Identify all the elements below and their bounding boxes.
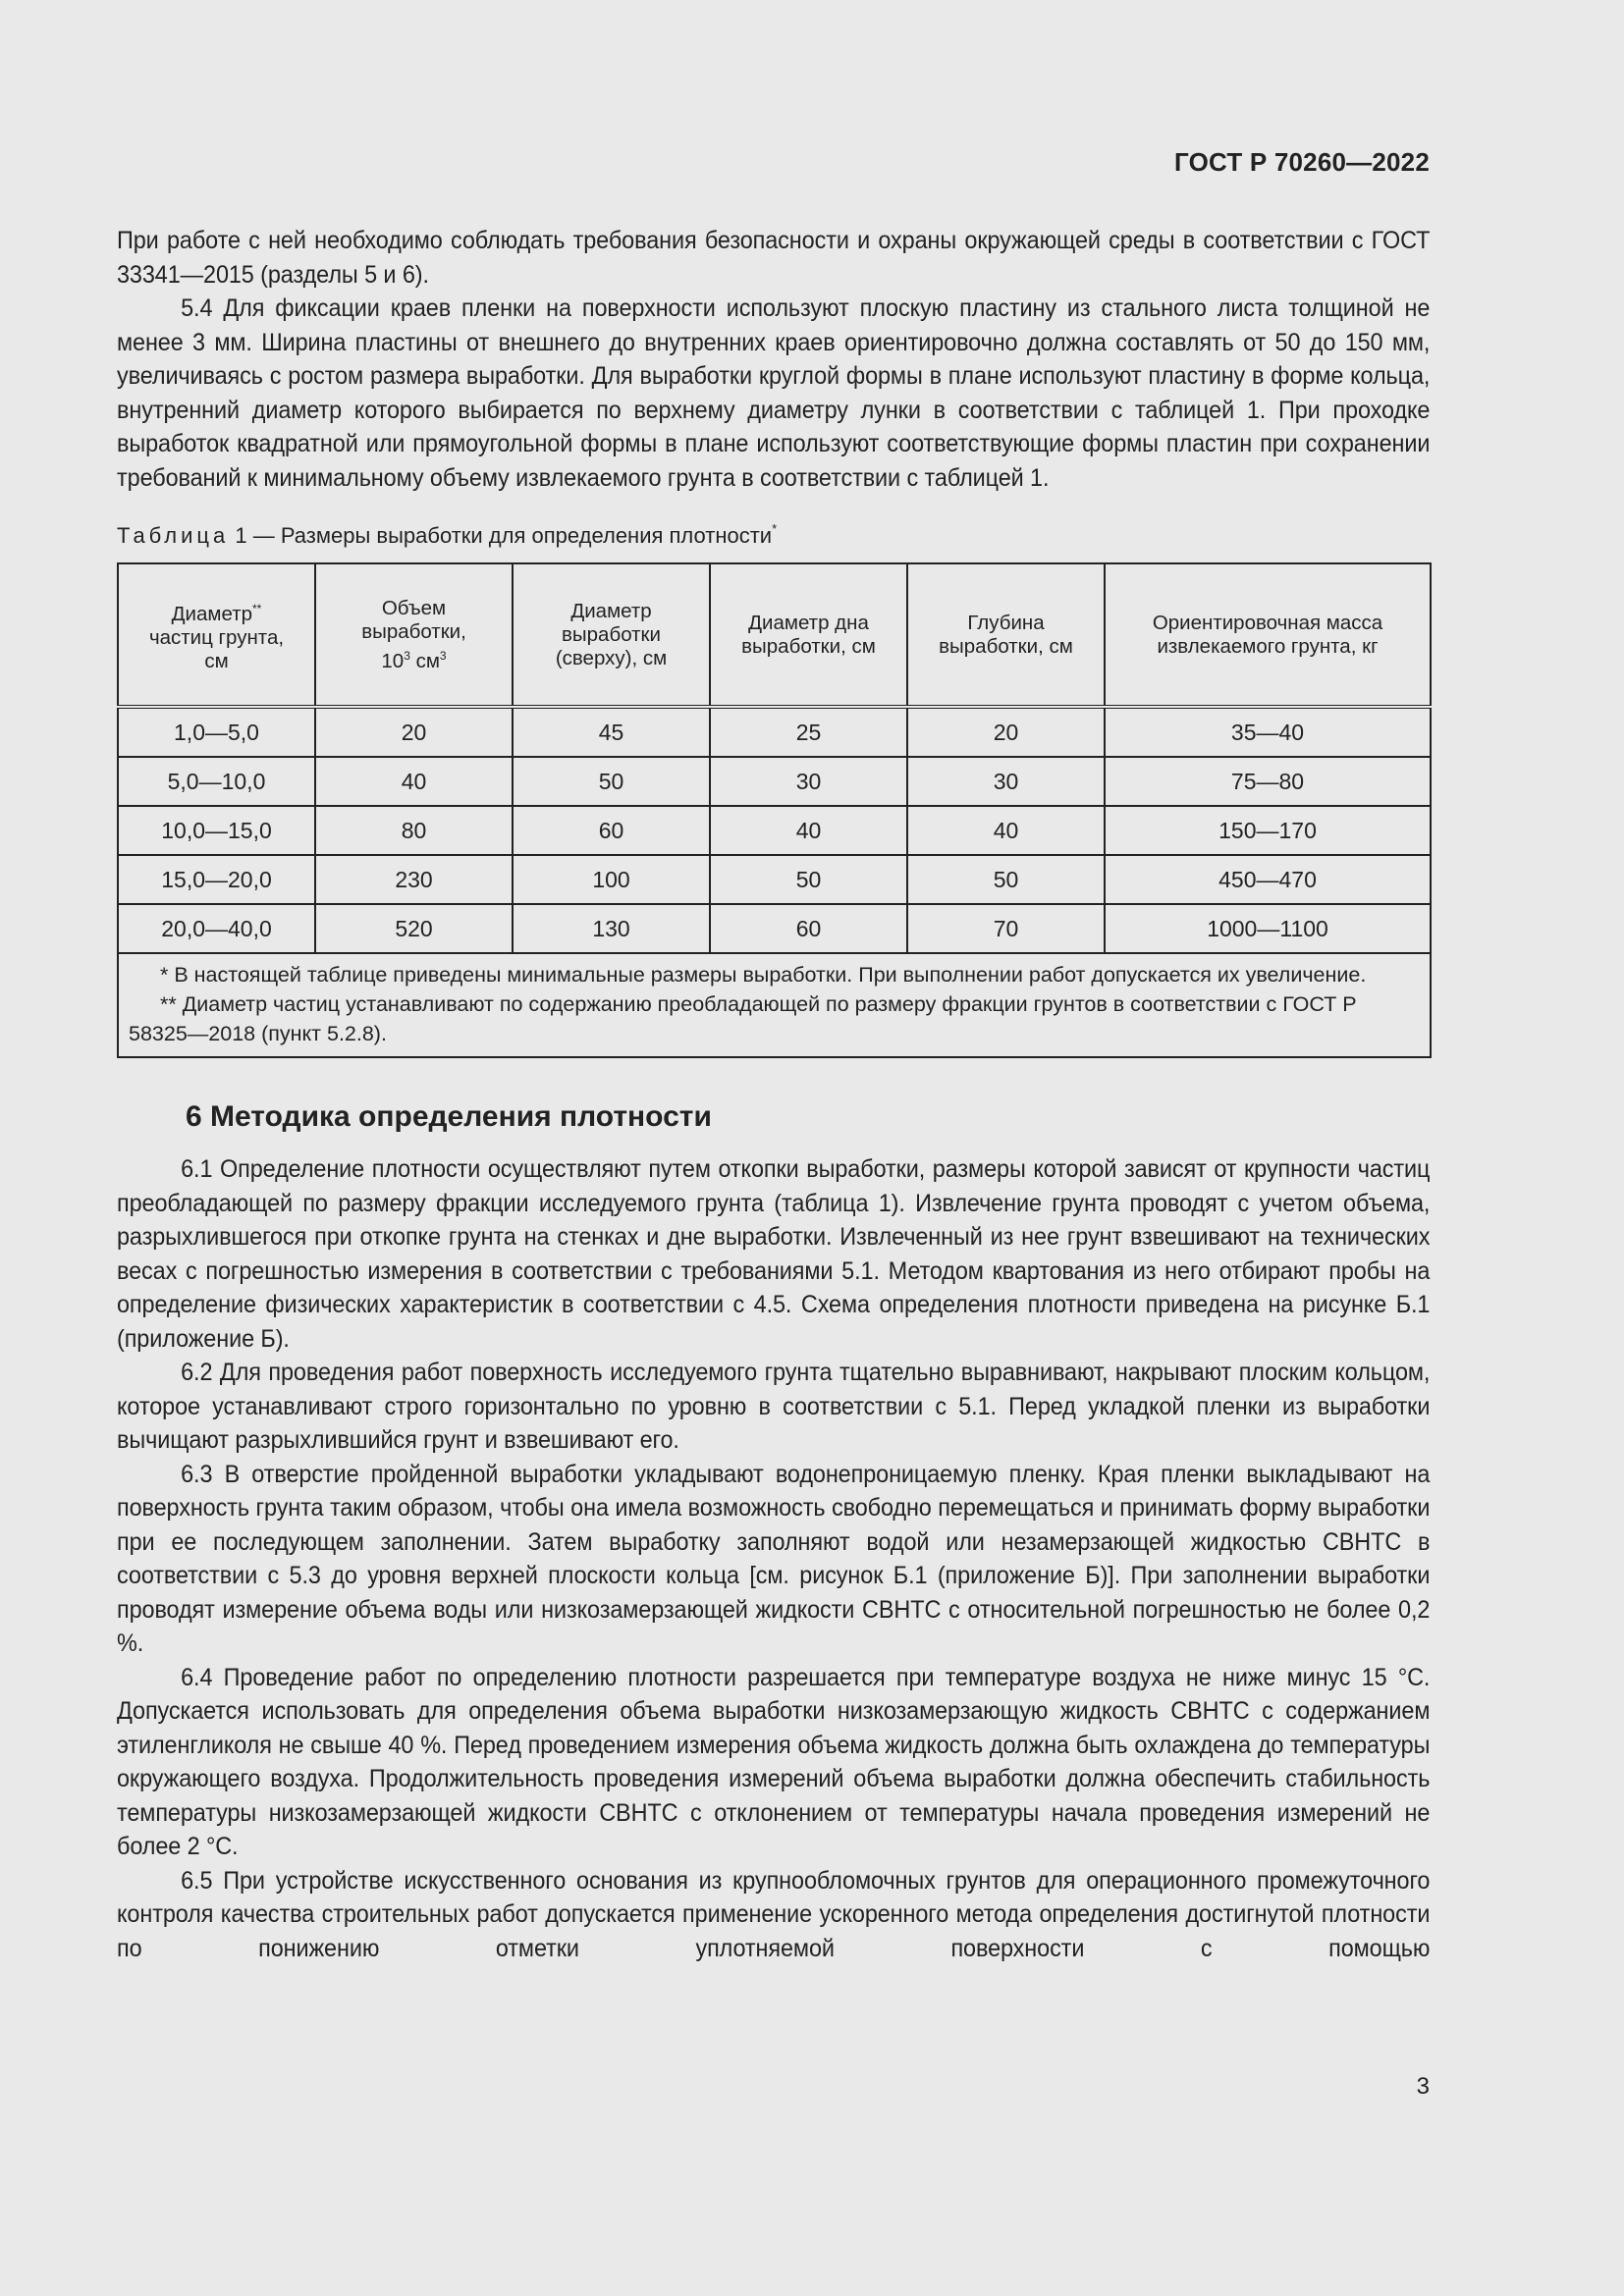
table-row	[118, 757, 1431, 806]
cell-bottom-diameter: 25	[710, 707, 907, 757]
cell-particle-diameter: 1,0—5,0	[118, 707, 315, 757]
cell-estimated-mass: 35—40	[1105, 707, 1431, 757]
header-depth: Глубина выработки, см	[907, 563, 1105, 707]
cell-volume: 80	[315, 806, 513, 855]
page-number: 3	[1416, 2073, 1430, 2100]
cell-top-diameter: 45	[513, 707, 710, 757]
table-notes-row	[118, 953, 1431, 1057]
table-1	[117, 562, 1432, 1058]
cell-estimated-mass: 450—470	[1105, 855, 1431, 904]
document-body	[117, 224, 1430, 1965]
clause-6-1: 6.1 Определение плотности осуществляют путем откопки выработки, размеры которой зависят от крупности частиц преобладающей по размеру фракции исследуемого грунта (таблица 1). Извлечение грунта проводят с учетом объема, разрыхлившегося при откопке грунта на стенках и дне выработки. Извлеченный из нее грунт взвешивают на технических весах с погрешностью измерения в соответствии с требованиями 5.1. Методом квартования из него отбирают пробы на определение физических характеристик в соответствии с 4.5. Схема определения плотности приведена на рисунке Б.1 (приложение Б).	[117, 1155, 1431, 1353]
table-header-row	[118, 563, 1431, 707]
cell-particle-diameter: 20,0—40,0	[118, 904, 315, 953]
table-note-2: ** Диаметр частиц устанавливают по содержанию преобладающей по размеру фракции грунтов в соответствии с ГОСТ Р 58325—2018 (пункт 5.2.8).	[129, 992, 1357, 1045]
cell-estimated-mass: 75—80	[1105, 757, 1431, 806]
cell-top-diameter: 50	[513, 757, 710, 806]
table-row	[118, 904, 1431, 953]
cell-estimated-mass: 150—170	[1105, 806, 1431, 855]
cell-depth: 70	[907, 904, 1105, 953]
table-caption-text: 1 — Размеры выработки для определения плотности	[229, 523, 773, 548]
cell-depth: 20	[907, 707, 1105, 757]
cell-top-diameter: 100	[513, 855, 710, 904]
cell-volume: 20	[315, 707, 513, 757]
cell-top-diameter: 60	[513, 806, 710, 855]
cell-particle-diameter: 5,0—10,0	[118, 757, 315, 806]
cell-depth: 30	[907, 757, 1105, 806]
header-top-diameter: Диаметр выработки (сверху), см	[513, 563, 710, 707]
clause-6-2: 6.2 Для проведения работ поверхность исследуемого грунта тщательно выравнивают, накрывают плоским кольцом, которое устанавливают строго горизонтально по уровню в соответствии с 5.1. Перед укладкой пленки из выработки вычищают разрыхлившийся грунт и взвешивают его.	[117, 1359, 1431, 1454]
header-estimated-mass: Ориентировочная масса извлекаемого грунта, кг	[1105, 563, 1431, 707]
table-notes	[118, 953, 1431, 1057]
header-volume: Объем выработки, $10^3$ $см^3$	[315, 563, 513, 707]
header-particle-diameter: Диаметр** частиц грунта, см	[118, 563, 315, 707]
table-row	[118, 806, 1431, 855]
clause-6-4: 6.4 Проведение работ по определению плотности разрешается при температуре воздуха не ниже минус 15 °С. Допускается использовать для определения объема выработки низкозамерзающую жидкость СВНТС с содержанием этиленгликоля не свыше 40 %. Перед проведением измерения объема жидкость должна быть охлаждена до температуры окружающего воздуха. Продолжительность проведения измерений объема выработки должна обеспечить стабильность температуры низкозамерзающей жидкости СВНТС с отклонением от температуры начала проведения измерений не более 2 °С.	[117, 1663, 1431, 1860]
clause-5-4: 5.4 Для фиксации краев пленки на поверхности используют плоскую пластину из стального листа толщиной не менее 3 мм. Ширина пластины от внешнего до внутренних краев ориентировочно должна составлять от 50 до 150 мм, увеличиваясь с ростом размера выработки. Для выработки круглой формы в плане используют пластину в форме кольца, внутренний диаметр которого выбирается по верхнему диаметру лунки в соответствии с таблицей 1. При проходке выработок квадратной или прямоугольной формы в плане используют соответствующие формы пластин при сохранении требований к минимальному объему извлекаемого грунта в соответствии с таблицей 1.	[117, 294, 1431, 492]
document-code-header: ГОСТ Р 70260—2022	[1174, 147, 1430, 177]
table-note-1: * В настоящей таблице приведены минимальные размеры выработки. При выполнении работ допускается их увеличение.	[160, 963, 1367, 987]
cell-depth: 40	[907, 806, 1105, 855]
cell-particle-diameter: 10,0—15,0	[118, 806, 315, 855]
intro-paragraph: При работе с ней необходимо соблюдать требования безопасности и охраны окружающей среды в соответствии с ГОСТ 33341—2015 (разделы 5 и 6).	[117, 227, 1431, 289]
cell-bottom-diameter: 60	[710, 904, 907, 953]
table-row	[118, 707, 1431, 757]
cell-bottom-diameter: 40	[710, 806, 907, 855]
table-caption-label: Таблица	[117, 523, 230, 548]
cell-estimated-mass: 1000—1100	[1105, 904, 1431, 953]
table-row	[118, 855, 1431, 904]
cell-volume: 40	[315, 757, 513, 806]
cell-depth: 50	[907, 855, 1105, 904]
header-bottom-diameter: Диаметр дна выработки, см	[710, 563, 907, 707]
cell-bottom-diameter: 50	[710, 855, 907, 904]
table-caption	[117, 514, 1430, 551]
cell-bottom-diameter: 30	[710, 757, 907, 806]
section-6-title: 6 Методика определения плотности	[186, 1100, 712, 1133]
cell-volume: 230	[315, 855, 513, 904]
cell-particle-diameter: 15,0—20,0	[118, 855, 315, 904]
clause-6-3: 6.3 В отверстие пройденной выработки укладывают водонепроницаемую пленку. Края пленки выкладывают на поверхность грунта таким образом, чтобы она имела возможность свободно перемещаться и принимать форму выработки при ее последующем заполнении. Затем выработку заполняют водой или незамерзающей жидкостью СВНТС в соответствии с 5.3 до уровня верхней плоскости кольца [см. рисунок Б.1 (приложение Б)]. При заполнении выработки проводят измерение объема воды или низкозамерзающей жидкости СВНТС с относительной погрешностью не более 0,2 %.	[117, 1460, 1431, 1657]
cell-volume: 520	[315, 904, 513, 953]
table-caption-footnote-mark: *	[772, 521, 778, 536]
clause-6-5: 6.5 При устройстве искусственного основания из крупнообломочных грунтов для операционного промежуточного контроля качества строительных работ допускается применение ускоренного метода определения достигнутой плотности по понижению отметки уплотняемой поверхности с помощью	[117, 1866, 1431, 1962]
cell-top-diameter: 130	[513, 904, 710, 953]
